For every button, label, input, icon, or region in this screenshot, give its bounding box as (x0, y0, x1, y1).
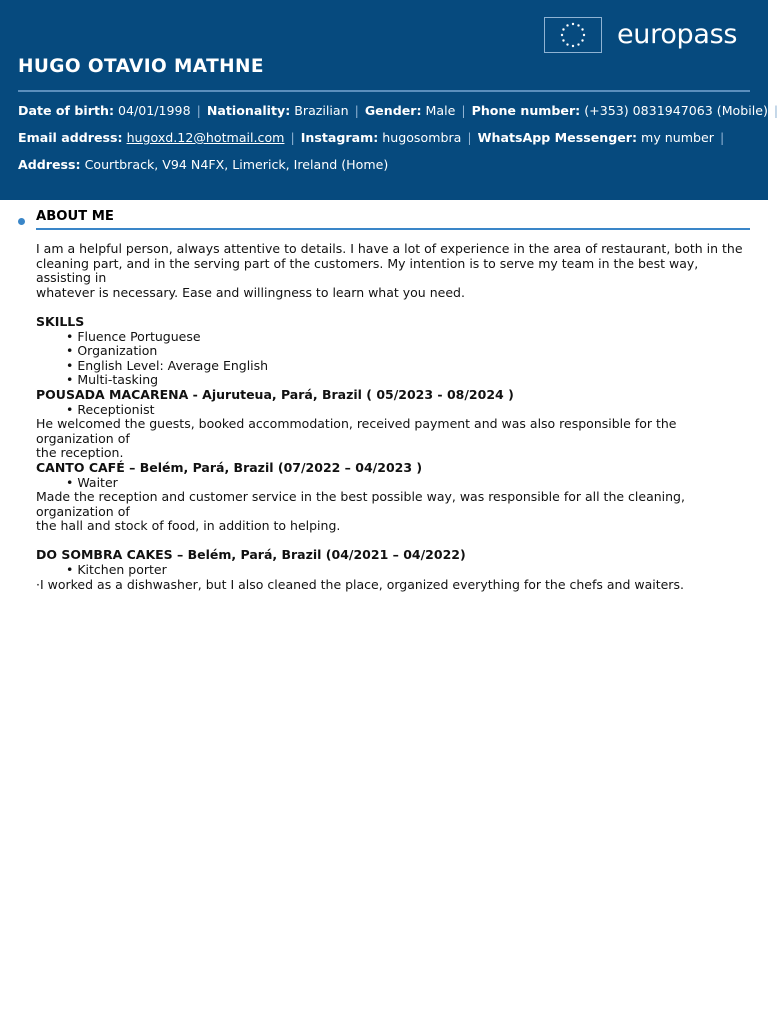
skills-heading: SKILLS (36, 313, 85, 329)
cv-header (0, 0, 779, 200)
europass-logo (544, 15, 737, 55)
gender-label: Gender: (364, 103, 422, 118)
separator: | (773, 103, 779, 118)
address-value: Courtbrack, V94 N4FX, Limerick, Ireland (Home) (84, 157, 389, 172)
intro-line: I am a helpful person, always attentive to details. I have a lot of experience in the area of restaurant, both in the (36, 241, 743, 256)
instagram-value: hugosombra (382, 130, 462, 145)
separator: | (467, 130, 472, 145)
separator: | (354, 103, 359, 118)
personal-info-row-2 (18, 130, 730, 145)
separator: | (290, 130, 295, 145)
job-description: Made the reception and customer service in the best possible way, was responsible for all the cleaning, organization of (36, 489, 685, 519)
intro-line: cleaning part, and in the serving part of the customers. My intention is to serve my team in the best way, assisting in (36, 255, 699, 286)
section-divider (36, 228, 750, 230)
separator: | (719, 130, 725, 145)
email-link[interactable]: hugoxd.12@hotmail.com (126, 130, 285, 145)
eu-flag-icon (544, 17, 602, 53)
separator: | (196, 103, 201, 118)
skill-item: • Multi-tasking (66, 372, 159, 388)
skill-item: • Fluence Portuguese (66, 328, 201, 344)
job-title: POUSADA MACARENA - Ajuruteua, Pará, Brazil ( 05/2023 - 08/2024 ) (36, 386, 514, 402)
personal-info-row-3 (18, 157, 388, 172)
section-title-about-me: ABOUT ME (36, 209, 114, 224)
dob-value: 04/01/1998 (118, 103, 191, 118)
job-role: • Kitchen porter (66, 562, 167, 578)
header-divider (18, 90, 750, 92)
address-label: Address: (18, 157, 81, 172)
logo-text: europass (617, 18, 738, 50)
nationality-value: Brazilian (294, 103, 349, 118)
phone-value: (+353) 0831947063 (Mobile) (584, 103, 768, 118)
whatsapp-value: my number (641, 130, 714, 145)
dob-label: Date of birth: (18, 103, 114, 118)
personal-info-row-1 (18, 103, 784, 118)
separator: | (461, 103, 466, 118)
job-role: • Waiter (66, 474, 118, 490)
job-title: CANTO CAFÉ – Belém, Pará, Brazil (07/2022 – 04/2023 ) (36, 459, 423, 475)
section-bullet-icon (18, 218, 25, 225)
job-description: the reception. (36, 445, 124, 461)
about-me-content (36, 242, 752, 592)
job-description: ·I worked as a dishwasher, but I also cleaned the place, organized everything for the chefs and waiters. (36, 576, 684, 592)
whatsapp-label: WhatsApp Messenger: (477, 130, 638, 145)
job-title: DO SOMBRA CAKES – Belém, Pará, Brazil (04/2021 – 04/2022) (36, 547, 466, 563)
skill-item: • Organization (66, 343, 158, 359)
job-description: the hall and stock of food, in addition to helping. (36, 518, 341, 534)
job-role: • Receptionist (66, 401, 155, 417)
gender-value: Male (425, 103, 456, 118)
skill-item: • English Level: Average English (66, 357, 269, 373)
phone-label: Phone number: (471, 103, 581, 118)
email-label: Email address: (18, 130, 123, 145)
job-description: He welcomed the guests, booked accommodation, received payment and was also responsible for the organization of (36, 416, 677, 446)
intro-line: whatever is necessary. Ease and willingness to learn what you need. (36, 284, 465, 300)
candidate-name: HUGO OTAVIO MATHNE (18, 56, 264, 77)
instagram-label: Instagram: (300, 130, 379, 145)
nationality-label: Nationality: (206, 103, 291, 118)
